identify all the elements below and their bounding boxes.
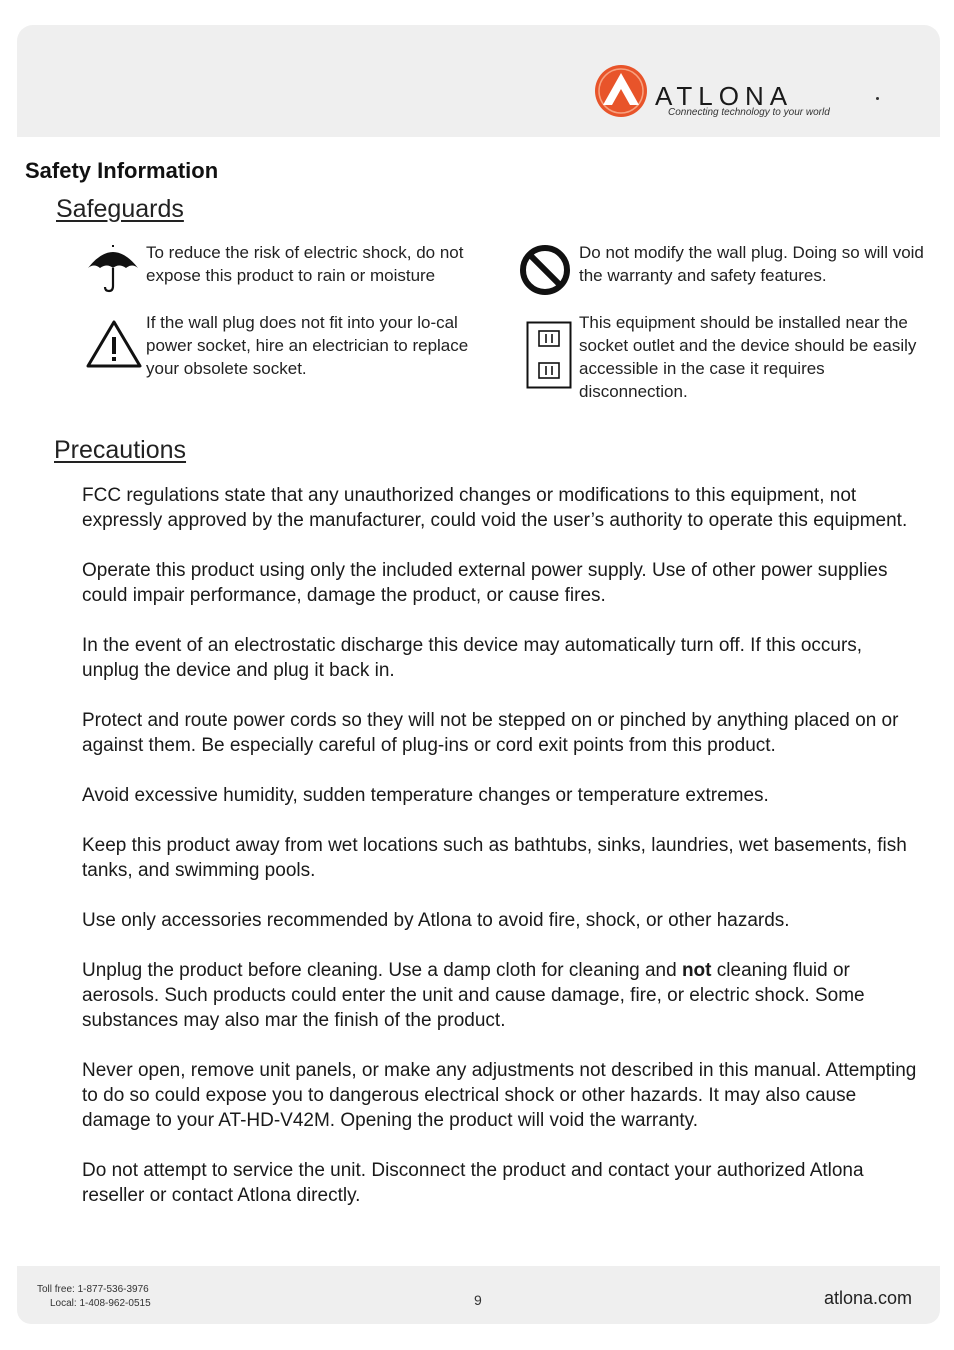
cleaning-text-bold: not bbox=[681, 960, 712, 981]
footer-local-phone: Local: 1-408-962-0515 bbox=[50, 1298, 151, 1309]
precaution-paragraph: FCC regulations state that any unauthorized changes or modifications to this equipment, not expressly approved by the manufacturer, could void the user’s authority to operate this equipment. bbox=[82, 485, 908, 531]
cleaning-text-before: Unplug the product before cleaning. Use a damp cloth for cleaning and bbox=[82, 960, 682, 981]
precaution-cleaning-paragraph bbox=[82, 958, 922, 1033]
section-title: Safety Information bbox=[25, 158, 219, 183]
precaution-paragraph: In the event of an electrostatic discharge this device may automatically turn off. If this occurs, unplug the device and plug it back in. bbox=[82, 635, 863, 681]
precaution-paragraph: Do not attempt to service the unit. Disconnect the product and contact your authorized Atlona reseller or contact Atlona directly. bbox=[82, 1160, 864, 1206]
warning-triangle-icon bbox=[85, 318, 143, 370]
precautions-list bbox=[82, 483, 922, 1233]
footer-website-link[interactable]: atlona.com bbox=[824, 1288, 913, 1308]
safeguard-modify-text: Do not modify the wall plug. Doing so will void the warranty and safety features. bbox=[579, 243, 924, 285]
footer-toll-free: Toll free: 1-877-536-3976 bbox=[37, 1284, 149, 1295]
safeguard-rain-text: To reduce the risk of electric shock, do not expose this product to rain or moisture bbox=[146, 243, 464, 285]
precaution-paragraph: Operate this product using only the included external power supply. Use of other power supplies could impair performance, damage the product, or cause fires. bbox=[82, 560, 888, 606]
precautions-title: Precautions bbox=[54, 436, 187, 464]
safeguards-title: Safeguards bbox=[56, 195, 184, 223]
atlona-logo bbox=[593, 63, 883, 123]
wall-outlet-icon bbox=[526, 321, 572, 389]
logo-wordmark: ATLONA bbox=[655, 81, 794, 111]
page-number: 9 bbox=[474, 1292, 482, 1308]
logo-tagline: Connecting technology to your world bbox=[668, 107, 830, 118]
precaution-paragraph: Never open, remove unit panels, or make any adjustments not described in this manual. Attempting to do so could expose you to dangerous electrical shock or other hazards. It may also cause damage to your AT-HD-V42M. Opening the product will void the warranty. bbox=[82, 1060, 917, 1131]
precaution-paragraph: Keep this product away from wet locations such as bathtubs, sinks, laundries, wet basements, fish tanks, and swimming pools. bbox=[82, 835, 907, 881]
safeguard-plug-text: If the wall plug does not fit into your lo-cal power socket, hire an electrician to replace your obsolete socket. bbox=[146, 313, 469, 378]
umbrella-icon bbox=[86, 244, 140, 294]
precaution-paragraph: Protect and route power cords so they will not be stepped on or pinched by anything placed on or against them. Be especially careful of plug-ins or cord exit points from this product. bbox=[82, 710, 899, 756]
atlona-logo-mark-icon bbox=[593, 63, 649, 119]
precaution-paragraph: Use only accessories recommended by Atlona to avoid fire, shock, or other hazards. bbox=[82, 910, 790, 931]
prohibited-icon bbox=[518, 243, 572, 297]
cleaning-text-after: cleaning fluid or aerosols. Such products could enter the unit and cause damage, fire, or electric shock. Some substances may also mar the finish of the product. bbox=[82, 960, 865, 1031]
safeguard-install-text: This equipment should be installed near the socket outlet and the device should be easily accessible in the case it requires disconnection. bbox=[579, 313, 917, 401]
logo-dot bbox=[876, 97, 879, 100]
precaution-paragraph: Avoid excessive humidity, sudden temperature changes or temperature extremes. bbox=[82, 785, 769, 806]
